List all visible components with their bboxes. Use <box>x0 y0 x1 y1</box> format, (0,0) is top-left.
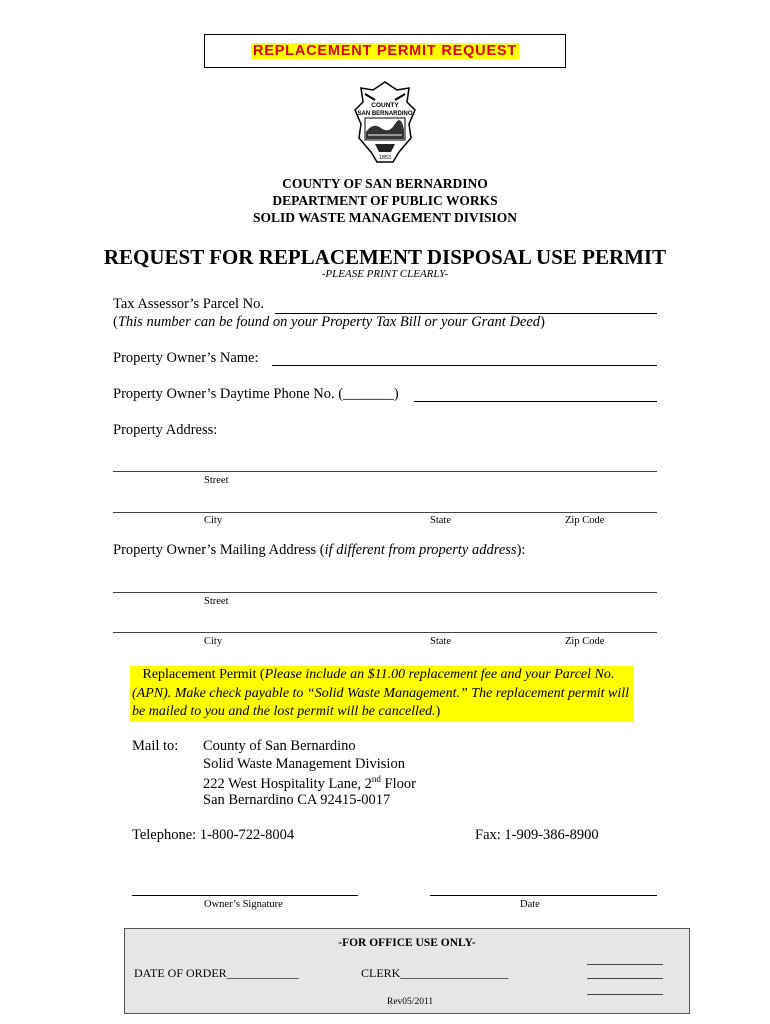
owner-name-field[interactable] <box>272 365 657 366</box>
owner-signature-caption: Owner’s Signature <box>204 899 283 910</box>
parcel-number-label: Tax Assessor’s Parcel No. <box>113 296 264 312</box>
mail-street-main: 222 West Hospitality Lane, 2 <box>203 775 372 792</box>
property-zip-caption: Zip Code <box>565 515 605 526</box>
mailing-label-end: ): <box>516 542 526 558</box>
seal-text-name: SAN BERNARDINO <box>357 111 413 117</box>
mail-line-division: Solid Waste Management Division <box>203 756 405 772</box>
phone-label: Property Owner’s Daytime Phone No. (_______) <box>113 386 399 402</box>
mailing-label-italic: if different from property address <box>324 542 517 558</box>
org-line-division: SOLID WASTE MANAGEMENT DIVISION <box>253 210 517 225</box>
replacement-fee-notice <box>130 666 634 722</box>
mailing-city-state-zip-field[interactable] <box>113 632 657 633</box>
property-city-state-zip-field[interactable] <box>113 512 657 513</box>
office-use-box <box>124 928 690 1014</box>
property-street-caption: Street <box>204 475 229 486</box>
office-blank-1[interactable] <box>587 964 663 965</box>
mailing-street-caption: Street <box>204 596 229 607</box>
page-title: REQUEST FOR REPLACEMENT DISPOSAL USE PERMIT <box>103 245 667 269</box>
mail-to-label: Mail to: <box>132 738 179 754</box>
owner-name-label: Property Owner’s Name: <box>113 350 259 366</box>
revision-code: Rev05/2011 <box>387 997 434 1007</box>
print-clearly-note: -PLEASE PRINT CLEARLY- <box>321 268 449 280</box>
office-clerk[interactable]: CLERK__________________ <box>361 966 509 980</box>
mail-street-floor: Floor <box>380 775 416 792</box>
property-city-caption: City <box>204 515 223 526</box>
owner-signature-field[interactable] <box>132 895 358 896</box>
phone-number-field[interactable] <box>414 401 657 402</box>
form-title-box <box>204 34 566 68</box>
mailing-state-caption: State <box>430 636 451 647</box>
county-seal-logo <box>353 80 417 164</box>
mail-street-ordinal: nd <box>371 774 381 784</box>
mailing-label-main: Property Owner’s Mailing Address ( <box>113 542 325 558</box>
property-state-caption: State <box>430 515 451 526</box>
mail-line-street <box>203 774 416 793</box>
notice-italic: Please include an $11.00 replacement fee and your Parcel No. (APN). Make check payable to “Solid Waste Management.” The replacement permit will be mailed to you and the lost permit will be cancelled. <box>132 667 630 719</box>
mail-line-county: County of San Bernardino <box>203 738 356 754</box>
office-blank-2[interactable] <box>587 978 663 979</box>
mailing-zip-caption: Zip Code <box>565 636 605 647</box>
property-street-field[interactable] <box>113 471 657 472</box>
mailing-street-field[interactable] <box>113 592 657 593</box>
mailing-address-label <box>113 542 525 559</box>
mailing-city-caption: City <box>204 636 223 647</box>
fax-number: Fax: 1-909-386-8900 <box>475 827 599 843</box>
org-line-county: COUNTY OF SAN BERNARDINO <box>282 176 488 191</box>
notice-tail: ) <box>435 704 441 719</box>
signature-date-caption: Date <box>520 899 540 910</box>
telephone-number: Telephone: 1-800-722-8004 <box>132 827 295 843</box>
form-title-badge: REPLACEMENT PERMIT REQUEST <box>252 43 518 59</box>
parcel-number-hint-text: This number can be found on your Property Tax Bill or your Grant Deed <box>117 314 541 330</box>
office-use-title: -FOR OFFICE USE ONLY- <box>338 937 476 949</box>
signature-date-field[interactable] <box>430 895 657 896</box>
mail-line-city: San Bernardino CA 92415-0017 <box>203 792 391 808</box>
parcel-number-hint: (This number can be found on your Property Tax Bill or your Grant Deed) <box>113 314 545 330</box>
seal-text-year: 1853 <box>378 155 392 161</box>
office-date-of-order[interactable]: DATE OF ORDER____________ <box>134 966 299 980</box>
property-address-label: Property Address: <box>113 422 218 438</box>
office-blank-3[interactable] <box>587 994 663 995</box>
seal-text-county: COUNTY <box>371 102 399 109</box>
org-line-department: DEPARTMENT OF PUBLIC WORKS <box>272 193 498 208</box>
notice-lead: Replacement Permit ( <box>142 667 265 682</box>
